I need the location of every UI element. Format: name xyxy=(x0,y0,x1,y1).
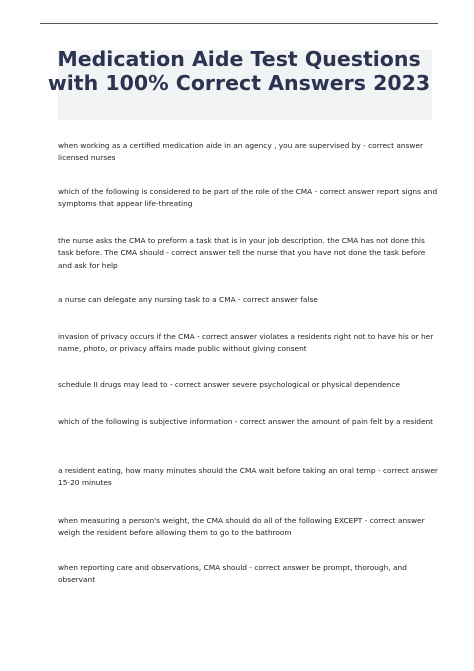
qa-item-7: which of the following is subjective information - correct answer the amount of pain felt by a resident xyxy=(58,417,434,426)
header-rule xyxy=(40,23,438,24)
document-title: Medication Aide Test Questions with 100% Correct Answers 2023 xyxy=(47,47,431,95)
qa-item-5: invasion of privacy occurs if the CMA - correct answer violates a residents right not to have his or her name, photo, or privacy affairs made public without giving consent xyxy=(58,332,434,354)
qa-item-6: schedule II drugs may lead to - correct answer severe psychological or physical dependence xyxy=(58,380,401,389)
qa-item-4: a nurse can delegate any nursing task to a CMA - correct answer false xyxy=(58,295,318,304)
qa-item-3: the nurse asks the CMA to preform a task that is in your job description. the CMA has not done this task before. The CMA should - correct answer tell the nurse that you have not done the task before and ask for help xyxy=(58,236,426,270)
qa-item-2: which of the following is considered to be part of the role of the CMA - correct answer report signs and symptoms that appear life-threating xyxy=(58,187,438,209)
qa-item-10: when reporting care and observations, CMA should - correct answer be prompt, thorough, and observant xyxy=(58,563,407,585)
qa-item-9: when measuring a person's weight, the CMA should do all of the following EXCEPT - correct answer weigh the resident before allowing them to go to the bathroom xyxy=(58,516,425,538)
qa-item-8: a resident eating, how many minutes should the CMA wait before taking an oral temp - correct answer 15-20 minutes xyxy=(58,466,438,488)
qa-item-1: when working as a certified medication aide in an agency , you are supervised by - correct answer licensed nurses xyxy=(58,141,424,163)
